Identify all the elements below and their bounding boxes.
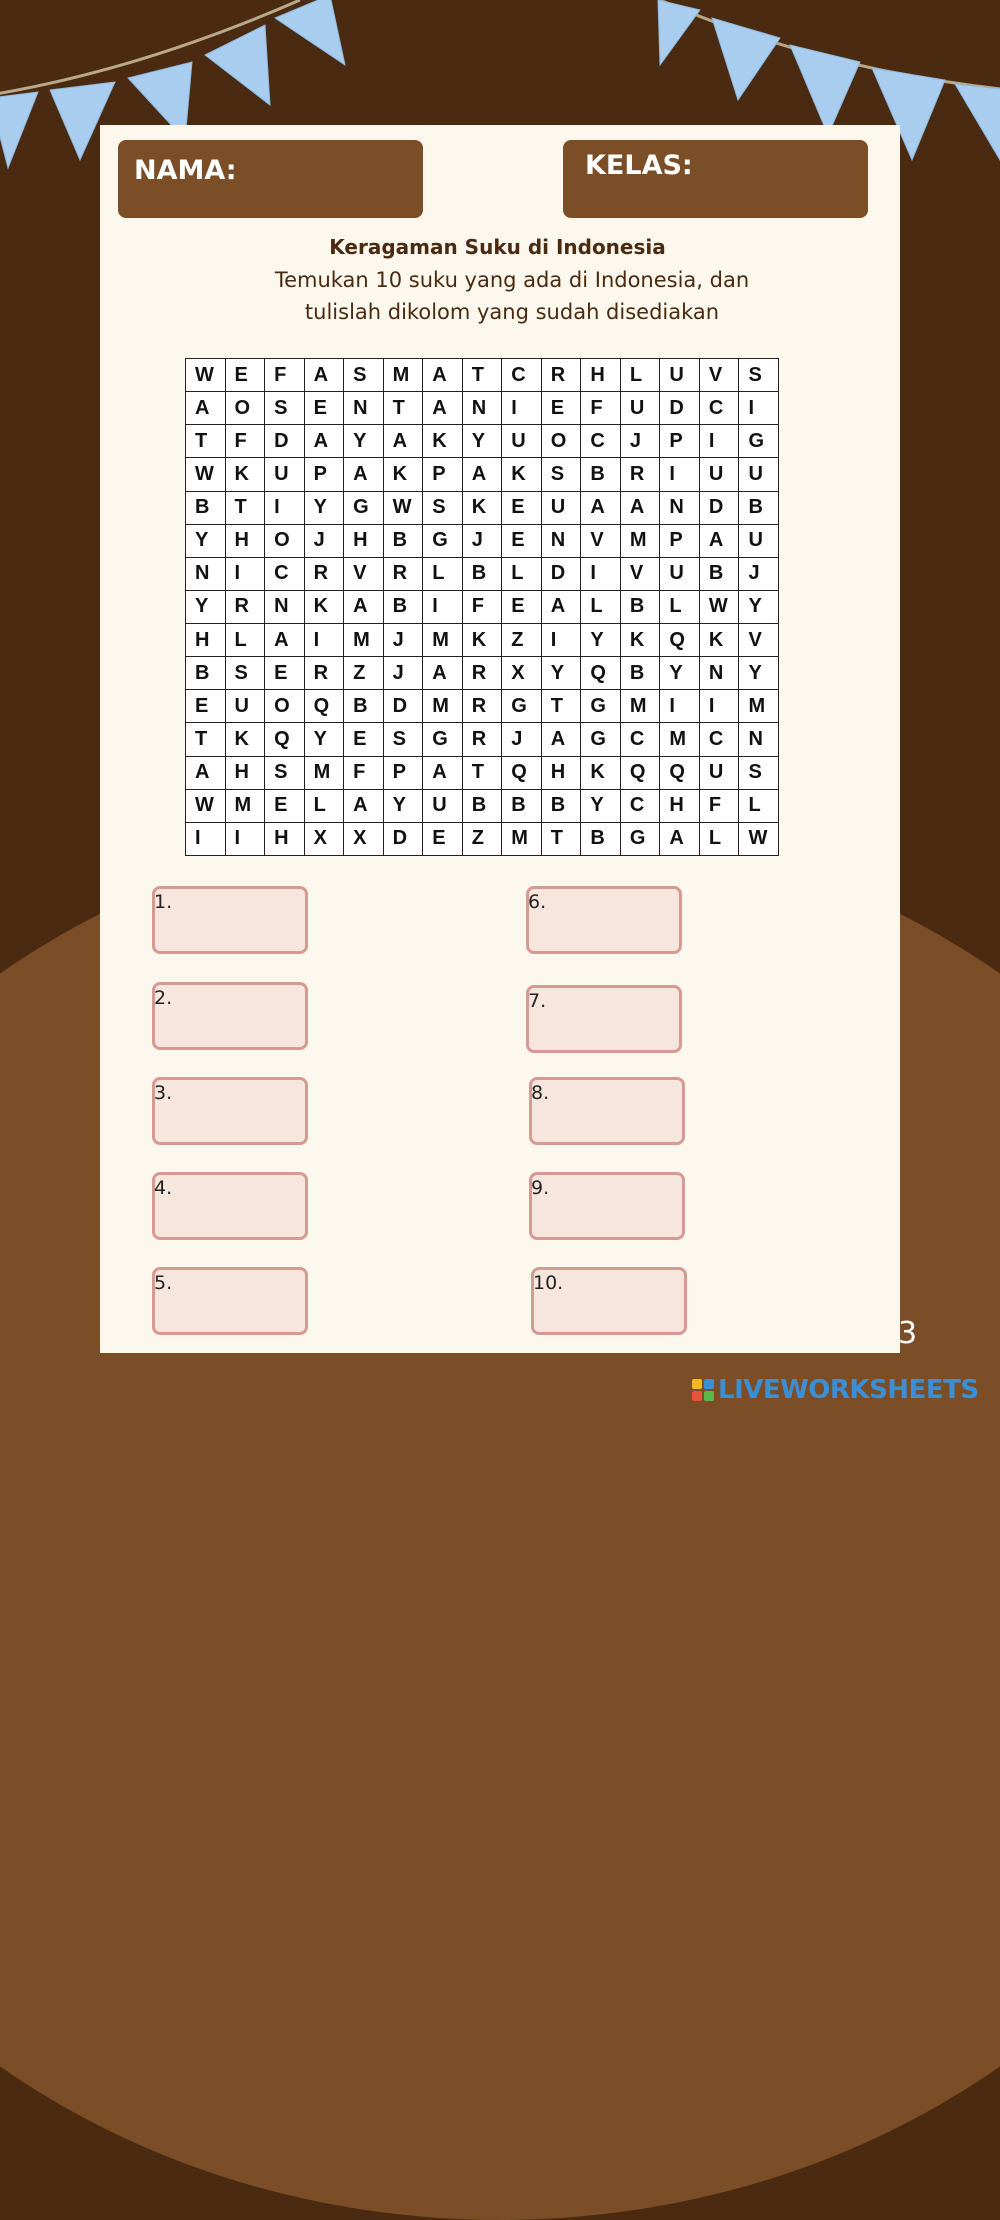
grid-cell[interactable]: Y	[186, 590, 226, 623]
grid-cell[interactable]: D	[383, 822, 423, 855]
grid-cell[interactable]: T	[462, 359, 502, 392]
grid-cell[interactable]: R	[620, 458, 660, 491]
grid-cell[interactable]: N	[265, 590, 305, 623]
grid-cell[interactable]: H	[225, 756, 265, 789]
bunting-flag	[790, 45, 860, 135]
grid-cell[interactable]: O	[265, 524, 305, 557]
grid-cell[interactable]: Y	[581, 624, 621, 657]
grid-cell[interactable]: K	[423, 425, 463, 458]
answer-number: 4.	[154, 1177, 173, 1199]
grid-cell[interactable]: D	[265, 425, 305, 458]
grid-cell[interactable]: U	[225, 690, 265, 723]
grid-cell[interactable]: Q	[265, 723, 305, 756]
grid-row	[186, 756, 779, 789]
grid-cell[interactable]: G	[739, 425, 779, 458]
grid-cell[interactable]: H	[541, 756, 581, 789]
grid-cell[interactable]: E	[502, 524, 542, 557]
grid-cell[interactable]: R	[462, 657, 502, 690]
grid-row	[186, 524, 779, 557]
grid-cell[interactable]: U	[620, 392, 660, 425]
grid-cell[interactable]: Q	[660, 756, 700, 789]
grid-cell[interactable]: T	[383, 392, 423, 425]
grid-cell[interactable]: I	[541, 624, 581, 657]
grid-cell[interactable]: I	[304, 624, 344, 657]
grid-cell[interactable]: E	[186, 690, 226, 723]
grid-cell[interactable]: I	[581, 557, 621, 590]
class-field[interactable]	[563, 140, 868, 218]
grid-cell[interactable]: L	[660, 590, 700, 623]
class-label: KELAS:	[585, 150, 693, 181]
grid-cell[interactable]: Y	[186, 524, 226, 557]
grid-cell[interactable]: Q	[660, 624, 700, 657]
grid-cell[interactable]: H	[660, 789, 700, 822]
grid-cell[interactable]: S	[225, 657, 265, 690]
grid-cell[interactable]: J	[739, 557, 779, 590]
grid-cell[interactable]: T	[541, 690, 581, 723]
grid-cell[interactable]: S	[423, 491, 463, 524]
answer-number: 5.	[154, 1272, 173, 1294]
bunting-flag	[712, 18, 780, 100]
grid-cell[interactable]: E	[265, 657, 305, 690]
grid-cell[interactable]: V	[620, 557, 660, 590]
grid-cell[interactable]: T	[186, 425, 226, 458]
grid-cell[interactable]: L	[502, 557, 542, 590]
grid-cell[interactable]: B	[620, 590, 660, 623]
grid-cell[interactable]: Z	[462, 822, 502, 855]
grid-cell[interactable]: J	[620, 425, 660, 458]
grid-cell[interactable]: B	[462, 789, 502, 822]
brand-text: LIVEWORKSHEETS	[718, 1375, 979, 1405]
grid-cell[interactable]: C	[265, 557, 305, 590]
grid-cell[interactable]: M	[620, 524, 660, 557]
grid-cell[interactable]: R	[225, 590, 265, 623]
grid-cell[interactable]: A	[344, 789, 384, 822]
grid-row	[186, 657, 779, 690]
answer-number: 10.	[533, 1272, 564, 1294]
grid-cell[interactable]: G	[423, 524, 463, 557]
grid-cell[interactable]: M	[502, 822, 542, 855]
name-label: NAMA:	[134, 155, 237, 186]
grid-cell[interactable]: U	[265, 458, 305, 491]
grid-cell[interactable]: A	[344, 458, 384, 491]
grid-cell[interactable]: Y	[304, 491, 344, 524]
grid-cell[interactable]: W	[186, 458, 226, 491]
grid-row	[186, 822, 779, 855]
answer-number: 7.	[528, 990, 547, 1012]
grid-cell[interactable]: J	[502, 723, 542, 756]
grid-cell[interactable]: R	[304, 657, 344, 690]
page-number: 3	[898, 1316, 918, 1351]
grid-cell[interactable]: A	[462, 458, 502, 491]
grid-cell[interactable]: K	[620, 624, 660, 657]
grid-cell[interactable]: H	[344, 524, 384, 557]
grid-cell[interactable]: I	[225, 822, 265, 855]
grid-cell[interactable]: N	[739, 723, 779, 756]
grid-cell[interactable]: N	[186, 557, 226, 590]
grid-cell[interactable]: W	[699, 590, 739, 623]
grid-cell[interactable]: B	[462, 557, 502, 590]
grid-cell[interactable]: P	[423, 458, 463, 491]
grid-cell[interactable]: L	[620, 359, 660, 392]
grid-cell[interactable]: C	[620, 789, 660, 822]
grid-cell[interactable]: W	[383, 491, 423, 524]
bunting-flag	[205, 25, 270, 105]
grid-cell[interactable]: E	[502, 590, 542, 623]
grid-cell[interactable]: U	[739, 458, 779, 491]
grid-cell[interactable]: K	[225, 723, 265, 756]
grid-cell[interactable]: X	[344, 822, 384, 855]
answer-number: 3.	[154, 1082, 173, 1104]
grid-row	[186, 557, 779, 590]
grid-cell[interactable]: E	[225, 359, 265, 392]
grid-cell[interactable]: I	[739, 392, 779, 425]
grid-cell[interactable]: A	[423, 392, 463, 425]
answer-box-6[interactable]	[526, 886, 682, 954]
grid-cell[interactable]: F	[225, 425, 265, 458]
grid-cell[interactable]: V	[581, 524, 621, 557]
grid-cell[interactable]: Z	[502, 624, 542, 657]
grid-cell[interactable]: A	[541, 723, 581, 756]
grid-cell[interactable]: U	[699, 458, 739, 491]
grid-cell[interactable]: N	[462, 392, 502, 425]
grid-cell[interactable]: C	[502, 359, 542, 392]
grid-cell[interactable]: C	[581, 425, 621, 458]
grid-cell[interactable]: U	[660, 557, 700, 590]
answer-box-7[interactable]	[526, 985, 682, 1053]
grid-cell[interactable]: C	[699, 392, 739, 425]
grid-cell[interactable]: P	[660, 425, 700, 458]
instruction-text	[212, 264, 812, 328]
grid-cell[interactable]: S	[344, 359, 384, 392]
liveworksheets-logo	[692, 1374, 979, 1406]
grid-row	[186, 624, 779, 657]
grid-cell[interactable]: M	[225, 789, 265, 822]
answer-number: 1.	[154, 891, 173, 913]
grid-cell[interactable]: B	[344, 690, 384, 723]
grid-cell[interactable]: D	[699, 491, 739, 524]
grid-row	[186, 359, 779, 392]
grid-row	[186, 690, 779, 723]
grid-cell[interactable]: M	[739, 690, 779, 723]
answer-box-5[interactable]	[152, 1267, 308, 1335]
grid-cell[interactable]: I	[423, 590, 463, 623]
word-search-grid	[185, 358, 779, 856]
grid-cell[interactable]: U	[660, 359, 700, 392]
grid-cell[interactable]: A	[186, 392, 226, 425]
answer-box-8[interactable]	[529, 1077, 685, 1145]
grid-cell[interactable]: Y	[739, 590, 779, 623]
grid-cell[interactable]: K	[581, 756, 621, 789]
grid-row	[186, 723, 779, 756]
grid-cell[interactable]: B	[383, 590, 423, 623]
grid-cell[interactable]: U	[502, 425, 542, 458]
grid-cell[interactable]: A	[423, 359, 463, 392]
grid-cell[interactable]: F	[581, 392, 621, 425]
grid-cell[interactable]: M	[423, 624, 463, 657]
grid-cell[interactable]: U	[699, 756, 739, 789]
worksheet-title: Keragaman Suku di Indonesia	[329, 235, 666, 259]
grid-cell[interactable]: D	[660, 392, 700, 425]
grid-cell[interactable]: A	[265, 624, 305, 657]
grid-cell[interactable]: U	[423, 789, 463, 822]
grid-cell[interactable]: D	[541, 557, 581, 590]
grid-cell[interactable]: N	[541, 524, 581, 557]
grid-cell[interactable]: I	[225, 557, 265, 590]
grid-cell[interactable]: I	[265, 491, 305, 524]
grid-cell[interactable]: R	[304, 557, 344, 590]
grid-cell[interactable]: Q	[620, 756, 660, 789]
grid-cell[interactable]: S	[739, 359, 779, 392]
grid-cell[interactable]: A	[581, 491, 621, 524]
grid-cell[interactable]: P	[304, 458, 344, 491]
grid-cell[interactable]: F	[265, 359, 305, 392]
grid-cell[interactable]: P	[383, 756, 423, 789]
grid-cell[interactable]: A	[383, 425, 423, 458]
grid-cell[interactable]: A	[304, 425, 344, 458]
grid-cell[interactable]: L	[581, 590, 621, 623]
grid-cell[interactable]: K	[383, 458, 423, 491]
grid-cell[interactable]: Y	[383, 789, 423, 822]
grid-cell[interactable]: A	[344, 590, 384, 623]
grid-cell[interactable]: M	[660, 723, 700, 756]
grid-row	[186, 789, 779, 822]
grid-cell[interactable]: S	[739, 756, 779, 789]
grid-row	[186, 491, 779, 524]
grid-cell[interactable]: F	[344, 756, 384, 789]
grid-cell[interactable]: N	[344, 392, 384, 425]
grid-cell[interactable]: N	[699, 657, 739, 690]
grid-cell[interactable]: S	[265, 392, 305, 425]
grid-cell[interactable]: A	[660, 822, 700, 855]
grid-cell[interactable]: R	[462, 690, 502, 723]
grid-cell[interactable]: G	[423, 723, 463, 756]
grid-cell[interactable]: L	[739, 789, 779, 822]
grid-cell[interactable]: U	[541, 491, 581, 524]
grid-cell[interactable]: J	[383, 624, 423, 657]
grid-cell[interactable]: W	[186, 359, 226, 392]
grid-cell[interactable]: S	[383, 723, 423, 756]
grid-cell[interactable]: J	[462, 524, 502, 557]
grid-cell[interactable]: X	[502, 657, 542, 690]
grid-cell[interactable]: L	[304, 789, 344, 822]
grid-cell[interactable]: A	[541, 590, 581, 623]
answer-box-9[interactable]	[529, 1172, 685, 1240]
grid-cell[interactable]: H	[186, 624, 226, 657]
grid-cell[interactable]: B	[502, 789, 542, 822]
grid-cell[interactable]: E	[265, 789, 305, 822]
grid-cell[interactable]: K	[699, 624, 739, 657]
grid-cell[interactable]: I	[502, 392, 542, 425]
name-field[interactable]	[118, 140, 423, 218]
grid-cell[interactable]: B	[383, 524, 423, 557]
grid-cell[interactable]: V	[344, 557, 384, 590]
word-search-table	[185, 358, 779, 856]
grid-cell[interactable]: K	[462, 491, 502, 524]
answer-number: 2.	[154, 987, 173, 1009]
grid-cell[interactable]: K	[502, 458, 542, 491]
answer-number: 6.	[528, 891, 547, 913]
grid-cell[interactable]: Y	[304, 723, 344, 756]
grid-cell[interactable]: Z	[344, 657, 384, 690]
bunting-flag	[275, 0, 345, 65]
liveworksheets-icon	[692, 1379, 714, 1401]
grid-cell[interactable]: O	[225, 392, 265, 425]
grid-cell[interactable]: W	[186, 789, 226, 822]
instruction-line: tulislah dikolom yang sudah disediakan	[304, 300, 720, 324]
grid-cell[interactable]: G	[581, 690, 621, 723]
grid-cell[interactable]: V	[739, 624, 779, 657]
grid-cell[interactable]: O	[541, 425, 581, 458]
grid-cell[interactable]: C	[620, 723, 660, 756]
grid-cell[interactable]: O	[265, 690, 305, 723]
grid-cell[interactable]: M	[344, 624, 384, 657]
grid-cell[interactable]: I	[699, 425, 739, 458]
grid-cell[interactable]: E	[304, 392, 344, 425]
grid-cell[interactable]: A	[304, 359, 344, 392]
grid-cell[interactable]: G	[344, 491, 384, 524]
grid-cell[interactable]: Q	[502, 756, 542, 789]
grid-cell[interactable]: A	[699, 524, 739, 557]
grid-cell[interactable]: L	[225, 624, 265, 657]
grid-cell[interactable]: Y	[660, 657, 700, 690]
grid-row	[186, 590, 779, 623]
grid-cell[interactable]: P	[660, 524, 700, 557]
grid-cell[interactable]: I	[660, 458, 700, 491]
grid-cell[interactable]: F	[699, 789, 739, 822]
grid-cell[interactable]: J	[383, 657, 423, 690]
answer-number: 8.	[531, 1082, 550, 1104]
grid-cell[interactable]: E	[541, 392, 581, 425]
answer-box-4[interactable]	[152, 1172, 308, 1240]
grid-cell[interactable]: K	[304, 590, 344, 623]
grid-cell[interactable]: T	[186, 723, 226, 756]
grid-cell[interactable]: S	[265, 756, 305, 789]
grid-cell[interactable]: F	[462, 590, 502, 623]
grid-cell[interactable]: Q	[581, 657, 621, 690]
grid-cell[interactable]: Y	[739, 657, 779, 690]
grid-cell[interactable]: T	[462, 756, 502, 789]
grid-cell[interactable]: T	[225, 491, 265, 524]
bunting-flag	[955, 84, 1000, 160]
grid-cell[interactable]: Y	[541, 657, 581, 690]
grid-cell[interactable]: D	[383, 690, 423, 723]
grid-cell[interactable]: X	[304, 822, 344, 855]
grid-cell[interactable]: I	[186, 822, 226, 855]
grid-cell[interactable]: L	[423, 557, 463, 590]
grid-cell[interactable]: B	[739, 491, 779, 524]
grid-cell[interactable]: T	[541, 822, 581, 855]
grid-cell[interactable]: Q	[304, 690, 344, 723]
grid-cell[interactable]: I	[699, 690, 739, 723]
grid-cell[interactable]: M	[304, 756, 344, 789]
grid-row	[186, 425, 779, 458]
grid-cell[interactable]: M	[383, 359, 423, 392]
grid-cell[interactable]: B	[186, 491, 226, 524]
grid-cell[interactable]: B	[620, 657, 660, 690]
bunting-flag	[0, 92, 38, 168]
answer-box-2[interactable]	[152, 982, 308, 1050]
grid-cell[interactable]: Y	[581, 789, 621, 822]
grid-row	[186, 392, 779, 425]
grid-cell[interactable]: H	[225, 524, 265, 557]
grid-cell[interactable]: W	[739, 822, 779, 855]
grid-cell[interactable]: M	[423, 690, 463, 723]
grid-cell[interactable]: N	[660, 491, 700, 524]
grid-row	[186, 458, 779, 491]
answer-box-3[interactable]	[152, 1077, 308, 1145]
grid-cell[interactable]: B	[541, 789, 581, 822]
grid-cell[interactable]: U	[739, 524, 779, 557]
grid-cell[interactable]: R	[383, 557, 423, 590]
grid-cell[interactable]: M	[620, 690, 660, 723]
grid-cell[interactable]: Y	[462, 425, 502, 458]
grid-cell[interactable]: K	[462, 624, 502, 657]
answer-number: 9.	[531, 1177, 550, 1199]
grid-cell[interactable]: G	[620, 822, 660, 855]
grid-cell[interactable]: J	[304, 524, 344, 557]
grid-cell[interactable]: E	[423, 822, 463, 855]
grid-cell[interactable]: H	[581, 359, 621, 392]
grid-cell[interactable]: H	[265, 822, 305, 855]
grid-cell[interactable]: B	[581, 458, 621, 491]
grid-cell[interactable]: A	[186, 756, 226, 789]
grid-cell[interactable]: K	[225, 458, 265, 491]
grid-cell[interactable]: E	[502, 491, 542, 524]
grid-cell[interactable]: C	[699, 723, 739, 756]
grid-cell[interactable]: G	[581, 723, 621, 756]
grid-cell[interactable]: A	[423, 756, 463, 789]
grid-cell[interactable]: Y	[344, 425, 384, 458]
grid-cell[interactable]: L	[699, 822, 739, 855]
bunting-flag	[658, 0, 700, 65]
grid-cell[interactable]: A	[620, 491, 660, 524]
answer-box-1[interactable]	[152, 886, 308, 954]
grid-cell[interactable]: B	[581, 822, 621, 855]
grid-cell[interactable]: B	[186, 657, 226, 690]
grid-cell[interactable]: R	[462, 723, 502, 756]
grid-cell[interactable]: A	[423, 657, 463, 690]
grid-cell[interactable]: R	[541, 359, 581, 392]
grid-cell[interactable]: S	[541, 458, 581, 491]
grid-cell[interactable]: E	[344, 723, 384, 756]
instruction-line: Temukan 10 suku yang ada di Indonesia, dan	[274, 268, 750, 292]
grid-cell[interactable]: B	[699, 557, 739, 590]
grid-cell[interactable]: I	[660, 690, 700, 723]
grid-cell[interactable]: G	[502, 690, 542, 723]
grid-cell[interactable]: V	[699, 359, 739, 392]
